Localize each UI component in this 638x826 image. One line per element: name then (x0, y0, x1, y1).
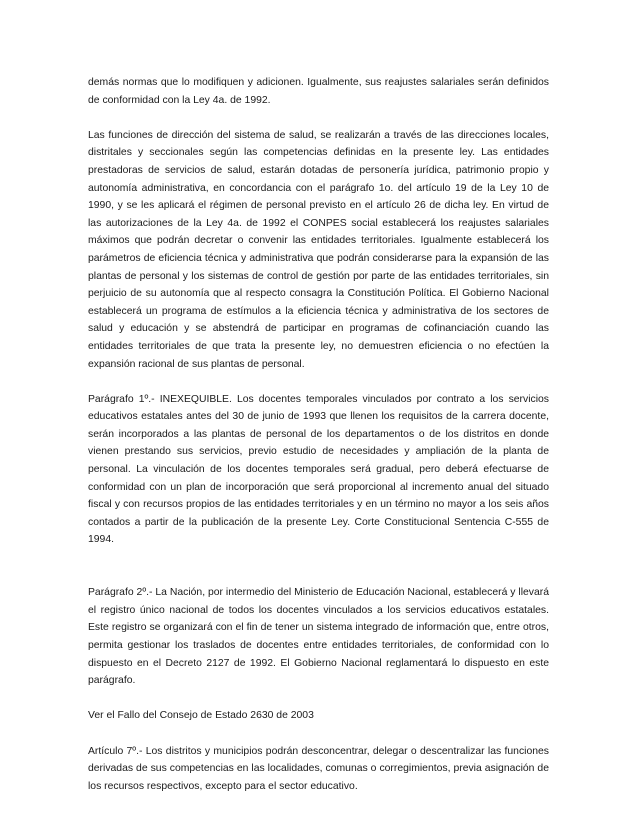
paragraph-health-functions: Las funciones de dirección del sistema de salud, se realizarán a través de las direcciones locales, distritales y seccionales según las competencias definidas en la presente ley. Las entidades prestadoras de servicios de salud, estarán dotadas de personería jurídica, patrimonio propio y autonomía administrativa, en concordancia con el parágrafo 1o. del artículo 19 de la Ley 10 de 1990, y se les aplicará el régimen de personal previsto en el artículo 26 de dicha ley. En virtud de las autorizaciones de la Ley 4a. de 1992 el CONPES social establecerá los reajustes salariales máximos que podrán decretar o convenir las entidades territoriales. Igualmente establecerá los parámetros de eficiencia técnica y administrativa que podrán considerarse para la expansión de las plantas de personal y los sistemas de control de gestión por parte de las entidades territoriales, sin perjuicio de su autonomía que al respecto consagra la Constitución Política. El Gobierno Nacional establecerá un programa de estímulos a la eficiencia técnica y administrativa de los sectores de salud y educación y se abstendrá de participar en programas de cofinanciación cuando las entidades territoriales de que trata la presente ley, no demuestren eficiencia o no efectúen la expansión racional de sus plantas de personal. (88, 129, 549, 370)
paragraph-continuation: demás normas que lo modifiquen y adicionen. Igualmente, sus reajustes salariales serán definidos de conformidad con la Ley 4a. de 1992. (88, 77, 549, 106)
document-body (88, 74, 549, 813)
paragraph-consejo-reference: Ver el Fallo del Consejo de Estado 2630 de 2003 (88, 710, 314, 722)
paragraph-paragrafo-2: Parágrafo 2º.- La Nación, por intermedio del Ministerio de Educación Nacional, establecerá y llevará el registro único nacional de todos los docentes vinculados a los servicios educativos estatales. Este registro se organizará con el fin de tener un sistema integrado de información que, entre otros, permita gestionar los traslados de docentes entre entidades territoriales, de conformidad con lo dispuesto en el Decreto 2127 de 1992. El Gobierno Nacional reglamentará lo dispuesto en este parágrafo. (88, 587, 549, 687)
paragraph-paragrafo-1: Parágrafo 1º.- INEXEQUIBLE. Los docentes temporales vinculados por contrato a los servicios educativos estatales antes del 30 de junio de 1993 que llenen los requisitos de la carrera docente, serán incorporados a las plantas de personal de los departamentos o de los distritos en donde vienen prestando sus servicios, previo estudio de necesidades y ampliación de la planta de personal. La vinculación de los docentes temporales será gradual, pero deberá efectuarse de conformidad con un plan de incorporación que será proporcional al incremento anual del situado fiscal y con recursos propios de las entidades territoriales y en un término no mayor a los seis años contados a partir de la publicación de la presente Ley. Corte Constitucional Sentencia C-555 de 1994. (88, 393, 549, 546)
paragraph-articulo-7: Artículo 7º.- Los distritos y municipios podrán desconcentrar, delegar o descentralizar las funciones derivadas de sus competencias en las localidades, comunas o corregimientos, previa asignación de los recursos respectivos, excepto para el sector educativo. (88, 745, 549, 792)
